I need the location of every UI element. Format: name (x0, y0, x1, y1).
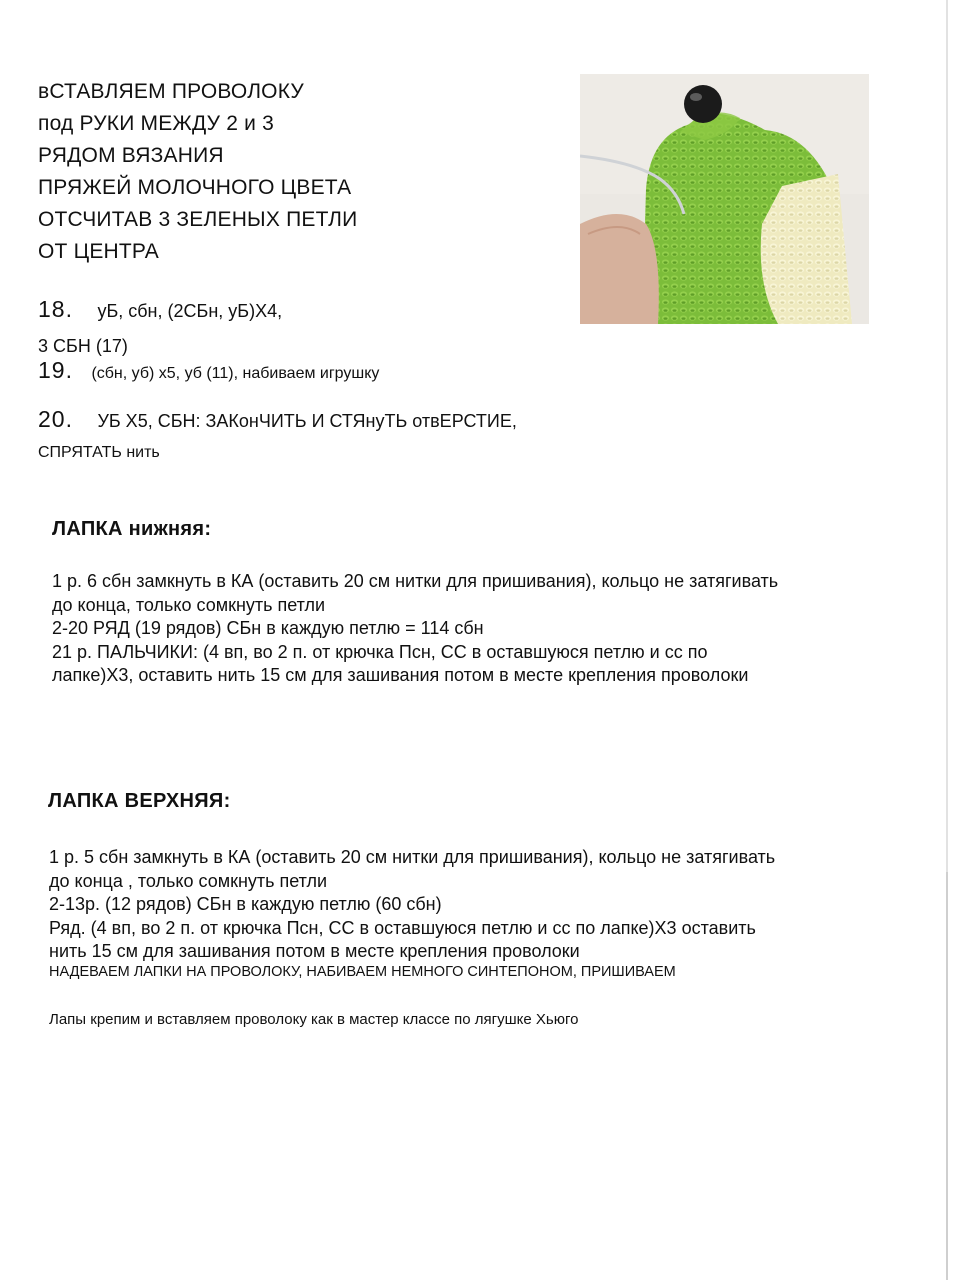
finger-shape (580, 214, 659, 324)
lower-paw-instructions (52, 570, 912, 688)
instruction-line: нить 15 см для зашивания потом в месте крепления проволоки (49, 941, 580, 961)
page-edge-line-lower (946, 872, 948, 1280)
intro-line: под РУКИ МЕЖДУ 2 и 3 (38, 112, 275, 135)
row-number: 20. (38, 406, 73, 432)
instruction-line: до конца, только сомкнуть петли (52, 594, 326, 615)
instruction-line: 2-13р. (12 рядов) СБн в каждую петлю (60 сбн) (49, 894, 442, 914)
upper-paw-instructions (49, 846, 909, 964)
row-18-continuation: 3 СБН (17) (38, 336, 128, 356)
row-20 (38, 406, 517, 433)
instruction-line: 21 р. ПАЛЬЧИКИ: (4 вп, во 2 п. от крючка Псн, СС в оставшуюся петлю и сс по (52, 641, 708, 662)
intro-line: вСТАВЛЯЕМ ПРОВОЛОКУ (38, 80, 304, 103)
row-20-continuation: СПРЯТАТЬ нить (38, 444, 160, 461)
instruction-line: до конца , только сомкнуть петли (49, 870, 328, 891)
row-number: 19. (38, 357, 73, 383)
upper-paw-note-wire: Лапы крепим и вставляем проволоку как в мастер классе по лягушке Хьюго (49, 1011, 579, 1028)
lower-paw-title: ЛАПКА нижняя: (52, 518, 212, 540)
intro-line: ПРЯЖЕЙ МОЛОЧНОГО ЦВЕТА (38, 176, 352, 199)
upper-paw-title: ЛАПКА ВЕРХНЯЯ: (48, 790, 231, 812)
upper-paw-note-attach: НАДЕВАЕМ ЛАПКИ НА ПРОВОЛОКУ, НАБИВАЕМ НЕМНОГО СИНТЕПОНОМ, ПРИШИВАЕМ (49, 964, 676, 980)
crochet-toy-photo (580, 74, 869, 324)
intro-text-block (38, 76, 558, 268)
intro-line: ОТ ЦЕНТРА (38, 240, 159, 263)
intro-line: РЯДОМ ВЯЗАНИЯ (38, 144, 224, 167)
instruction-line: 1 р. 5 сбн замкнуть в КА (оставить 20 см нитки для пришивания), кольцо не затягивать (49, 847, 776, 867)
instruction-line: лапке)Х3, оставить нить 15 см для зашивания потом в месте крепления проволоки (52, 665, 749, 685)
row-instructions: уБ, сбн, (2СБн, уБ)Х4, (97, 301, 283, 321)
instruction-line: Ряд. (4 вп, во 2 п. от крючка Псн, СС в оставшуюся петлю и сс по лапке)Х3 оставить (49, 917, 756, 938)
intro-line: ОТСЧИТАВ 3 ЗЕЛЕНЫХ ПЕТЛИ (38, 208, 358, 231)
row-19 (38, 357, 379, 384)
row-instructions: (сбн, уб) х5, уб (11), набиваем игрушку (91, 365, 380, 382)
row-instructions: УБ Х5, СБН: ЗАКонЧИТЬ И СТЯнуТЬ отвЕРСТИЕ, (97, 411, 517, 431)
row-18 (38, 296, 282, 323)
instruction-line: 1 р. 6 сбн замкнуть в КА (оставить 20 см нитки для пришивания), кольцо не затягивать (52, 571, 779, 591)
crochet-toy-illustration (580, 74, 869, 324)
eye-bead-icon (684, 85, 722, 123)
instruction-line: 2-20 РЯД (19 рядов) СБн в каждую петлю = 114 сбн (52, 618, 484, 638)
row-number: 18. (38, 296, 73, 322)
